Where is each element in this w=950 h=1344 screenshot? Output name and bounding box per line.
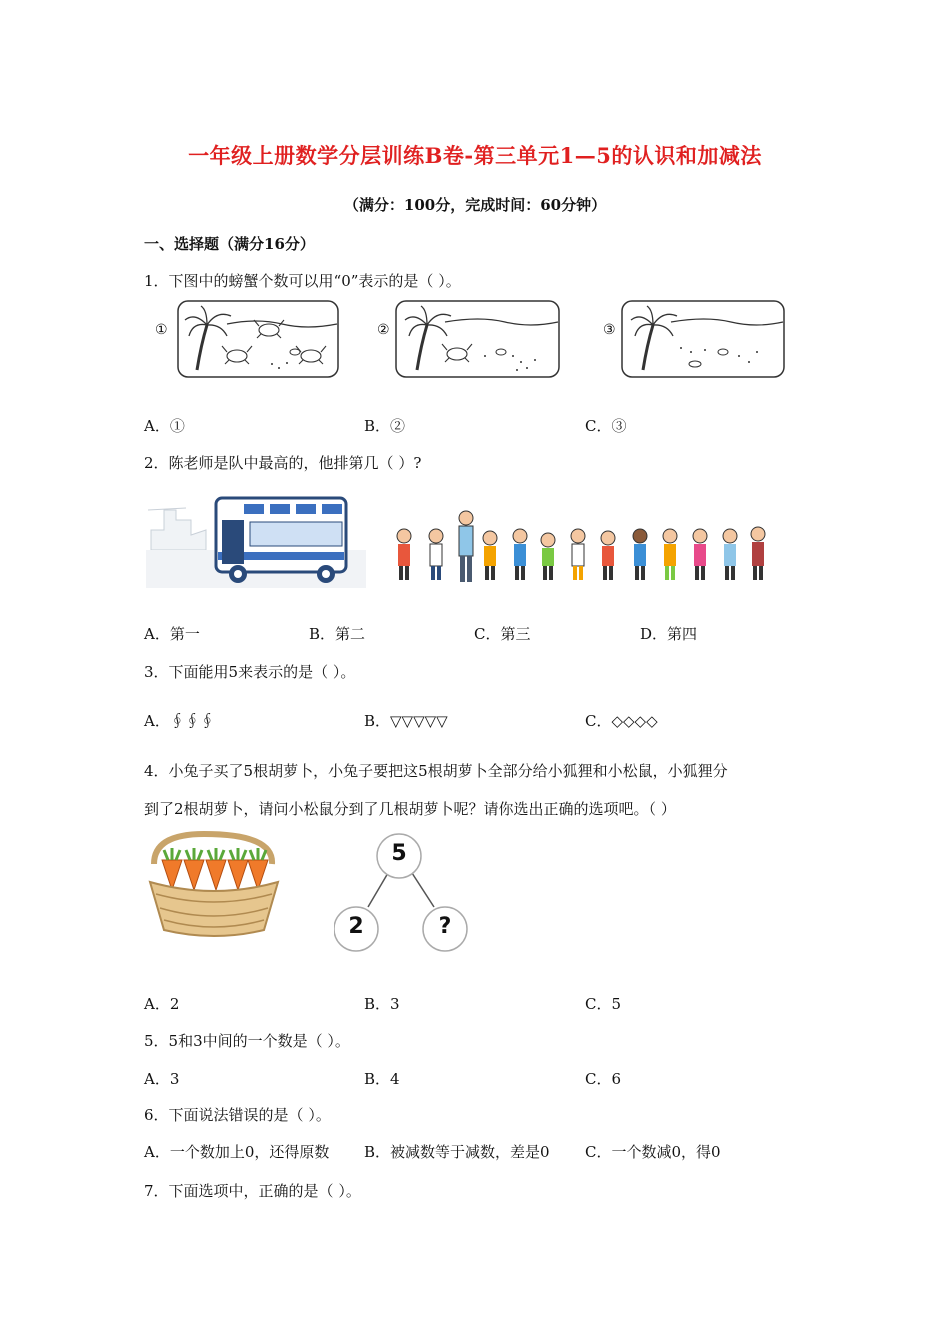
q1-option-a[interactable]: A．① (144, 417, 185, 435)
q3-stem: 3．下面能用5来表示的是（ ）。 (144, 663, 356, 681)
page-title: 一年级上册数学分层训练B卷-第三单元1—5的认识和加减法 (188, 143, 762, 168)
q2-option-d[interactable]: D．第四 (640, 625, 698, 643)
person-icon (397, 529, 411, 580)
bond-left-value: 2 (348, 914, 364, 939)
person-icon (513, 529, 527, 580)
person-icon (751, 527, 765, 580)
q6-stem: 6．下面说法错误的是（ ）。 (144, 1106, 331, 1124)
line-of-people-illustration (390, 508, 772, 588)
carrot-icon (162, 848, 182, 890)
person-icon (723, 529, 737, 580)
q2-option-a[interactable]: A．第一 (144, 625, 200, 643)
person-icon (483, 531, 497, 580)
q4-stem-line1: 4．小兔子买了5根胡萝卜，小兔子要把这5根胡萝卜全部分给小狐狸和小松鼠，小狐狸分 (144, 762, 728, 780)
q5-option-b[interactable]: B．4 (364, 1070, 400, 1088)
q1-option-b[interactable]: B．② (364, 417, 406, 435)
carrot-basket-illustration (144, 830, 284, 942)
carrot-icon (228, 848, 248, 890)
q3-option-c[interactable]: C．◇◇◇◇ (585, 712, 658, 730)
bond-top-value: 5 (391, 841, 407, 866)
q6-option-b[interactable]: B．被减数等于减数，差是0 (364, 1143, 550, 1161)
carrot-icon (206, 848, 226, 890)
q1-stem: 1．下图中的螃蟹个数可以用“0”表示的是（ ）。 (144, 272, 461, 290)
q7-stem: 7．下面选项中，正确的是（ ）。 (144, 1182, 361, 1200)
q2-stem: 2．陈老师是队中最高的，他排第几（ ）? (144, 454, 422, 472)
beach-panel-1 (177, 300, 339, 378)
page-subtitle: （满分：100分，完成时间：60分钟） (343, 196, 607, 214)
person-icon (601, 531, 615, 580)
q6-option-c[interactable]: C．一个数减0，得0 (585, 1143, 721, 1161)
person-icon (693, 529, 707, 580)
q1-option-c[interactable]: C．③ (585, 417, 627, 435)
q1-marker-2: ② (377, 322, 390, 338)
q1-marker-3: ③ (603, 322, 616, 338)
q4-option-b[interactable]: B．3 (364, 995, 400, 1013)
q5-stem: 5．5和3中间的一个数是（ ）。 (144, 1032, 350, 1050)
q6-option-a[interactable]: A．一个数加上0，还得原数 (144, 1143, 330, 1161)
q5-option-a[interactable]: A．3 (144, 1070, 180, 1088)
q5-option-c[interactable]: C．6 (585, 1070, 622, 1088)
person-icon (633, 529, 647, 580)
q4-stem-line2: 到了2根胡萝卜，请问小松鼠分到了几根胡萝卜呢？请你选出正确的选项吧。（ ） (144, 800, 676, 818)
q4-option-a[interactable]: A．2 (144, 995, 180, 1013)
number-bond-diagram (334, 831, 474, 956)
carrot-icon (248, 848, 268, 890)
section-heading: 一、选择题（满分16分） (144, 235, 315, 253)
q3-option-b[interactable]: B．▽▽▽▽▽ (364, 712, 448, 730)
beach-panel-2 (395, 300, 560, 378)
person-icon (571, 529, 585, 580)
person-icon (429, 529, 443, 580)
bond-right-value: ? (438, 914, 452, 939)
teacher-icon (459, 511, 473, 582)
q1-figures (155, 300, 795, 380)
q2-option-b[interactable]: B．第二 (309, 625, 366, 643)
bus-illustration (146, 490, 366, 588)
q4-option-c[interactable]: C．5 (585, 995, 622, 1013)
q2-option-c[interactable]: C．第三 (474, 625, 531, 643)
beach-panel-3 (621, 300, 785, 378)
person-icon (663, 529, 677, 580)
q1-marker-1: ① (155, 322, 168, 338)
q3-option-a[interactable]: A．∮∮∮ (144, 712, 215, 730)
person-icon (541, 533, 555, 580)
carrot-icon (184, 848, 204, 890)
